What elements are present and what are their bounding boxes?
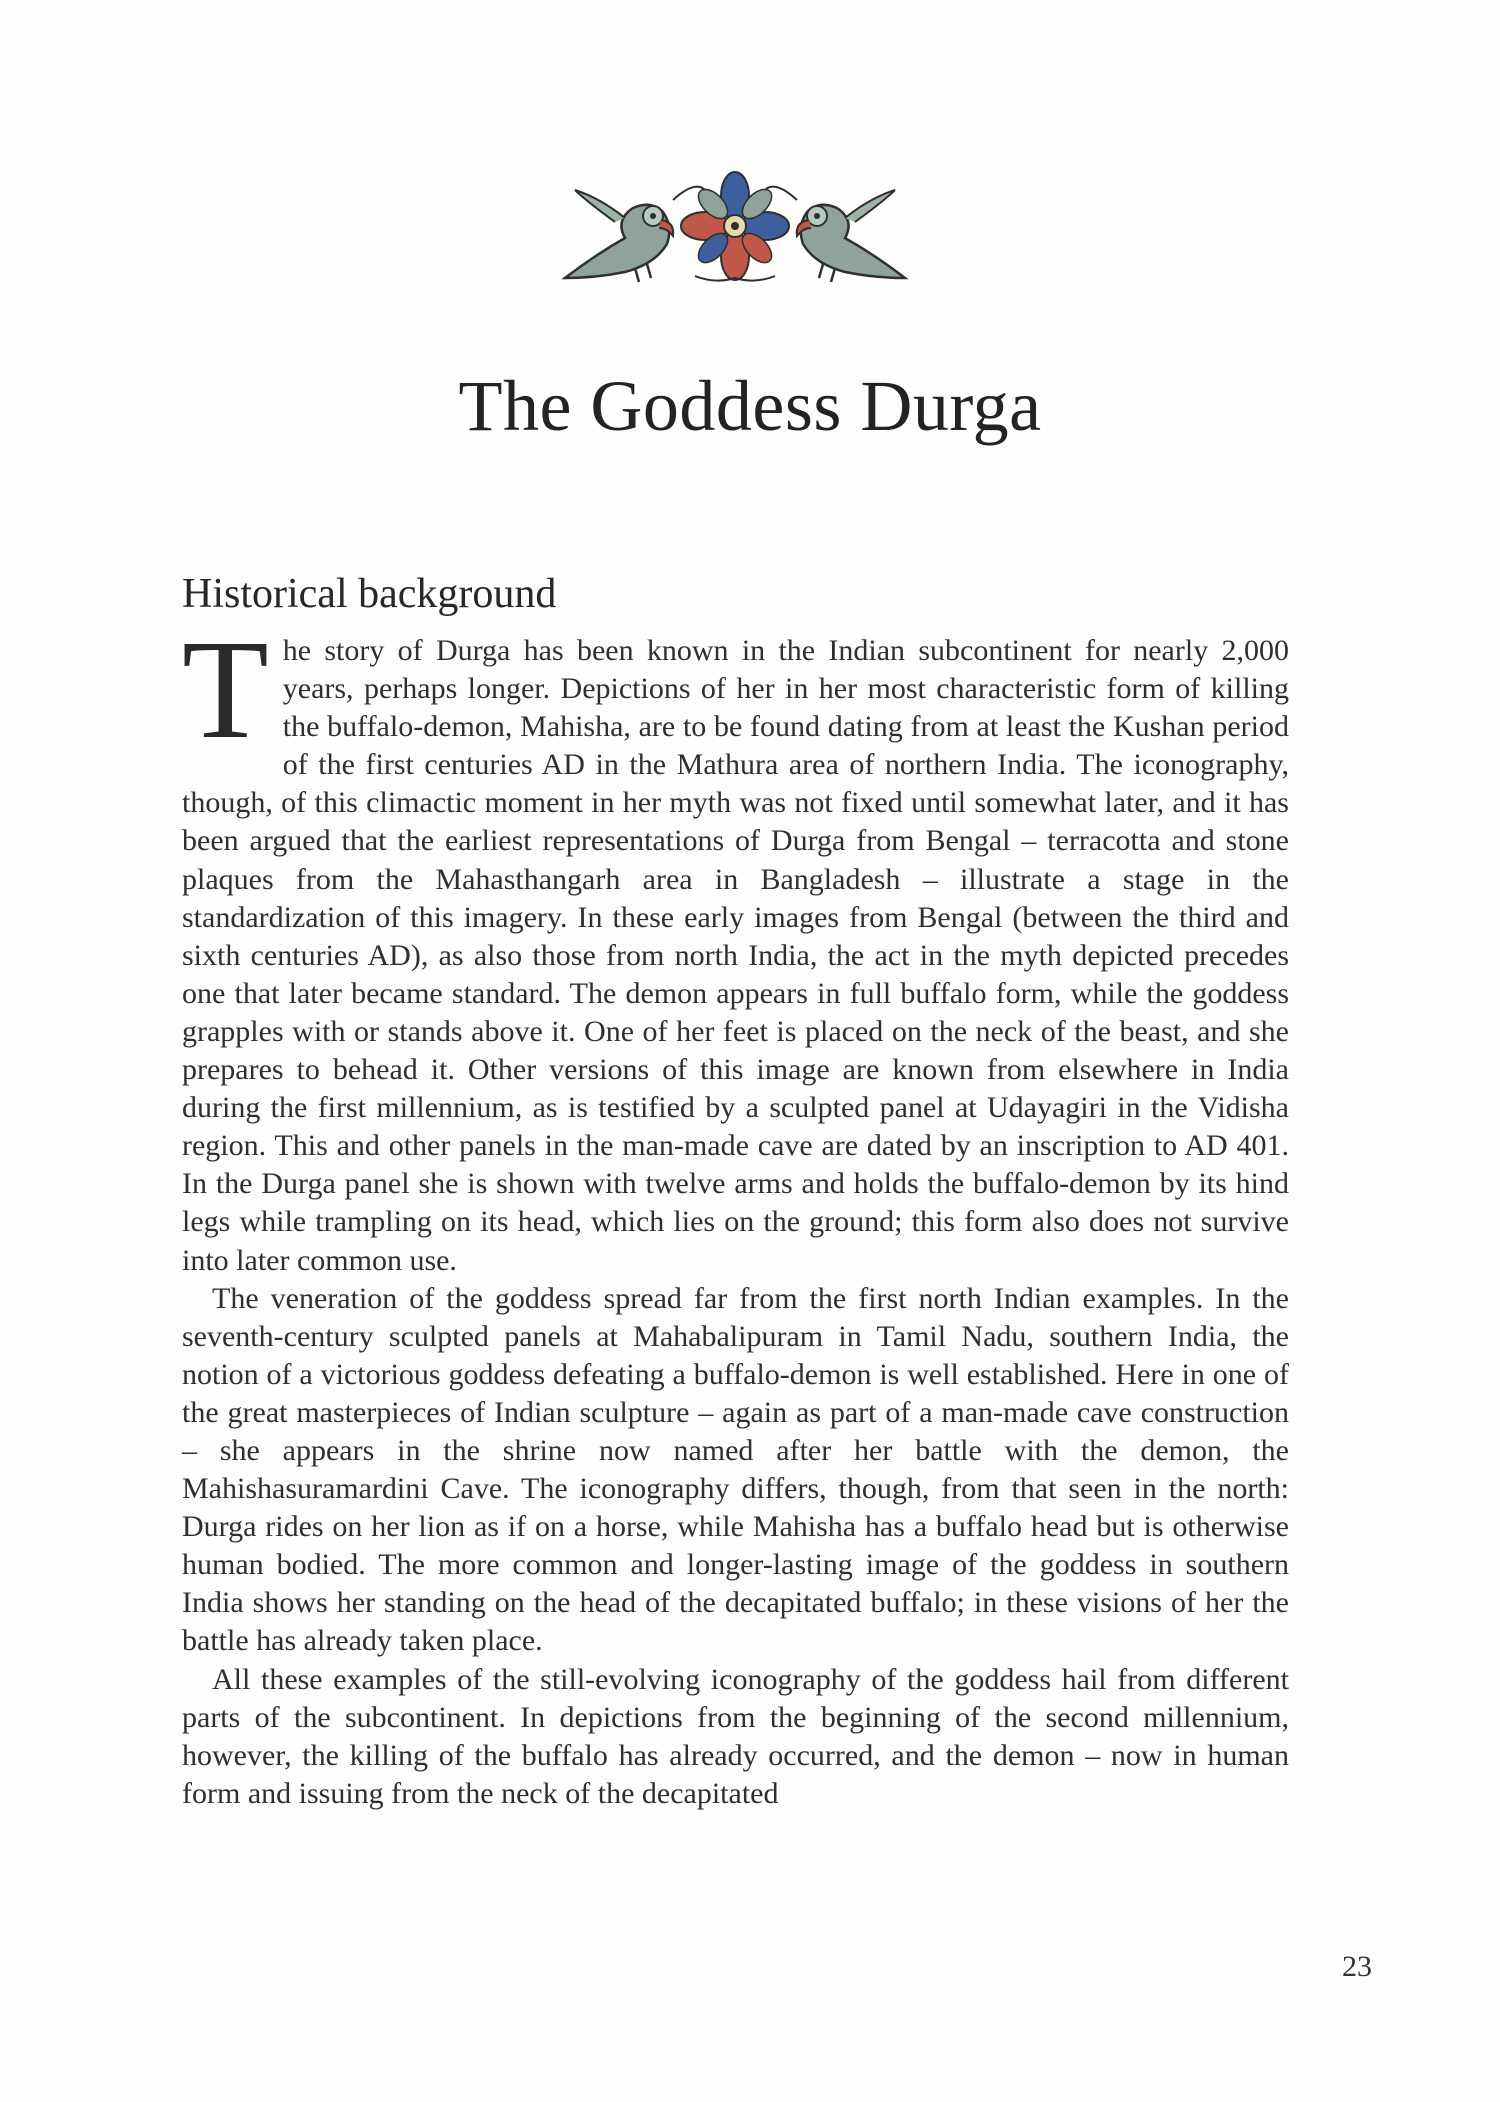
- page-number: 23: [1342, 1950, 1372, 1983]
- paragraph-1-text: he story of Durga has been known in the Indian subcontinent for nearly 2,000 years, perhaps longer. Depictions of her in her most characteristic form of killing the buffalo-demon, Mahisha, are to be found dating from at least the Kushan period of the first centuries AD in the Mathura area of northern India. The iconography, though, of this climactic moment in her myth was not fixed until somewhat later, and it has been argued that the earliest representations of Durga from Bengal – terracotta and stone plaques from the Mahasthangarh area in Bangladesh – illustrate a stage in the standardization of this imagery. In these early images from Bengal (between the third and sixth centuries AD), as also those from north India, the act in the myth depicted precedes one that later became standard. The demon appears in full buffalo form, while the goddess grapples with or stands above it. One of her feet is placed on the neck of the beast, and she prepares to behead it. Other versions of this image are known from elsewhere in India during the first millennium, as is testified by a sculpted panel at Udayagiri in the Vidisha region. This and other panels in the man-made cave are dated by an inscription to AD 401. In the Durga panel she is shown with twelve arms and holds the buffalo-demon by its hind legs while trampling on its head, which lies on the ground; this form also does not survive into later common use.: [182, 634, 1289, 1277]
- drop-cap: T: [182, 610, 269, 768]
- chapter-title: The Goddess Durga: [458, 366, 1042, 446]
- left-parrot-icon: [565, 190, 673, 282]
- central-flower-icon: [681, 172, 789, 280]
- paragraph-2: The veneration of the goddess spread far from the first north Indian examples. In the seventh-century sculpted panels at Mahabalipuram in Tamil Nadu, southern India, the notion of a victorious goddess defeating a buffalo-demon is well established. Here in one of the great masterpieces of Indian sculpture – again as part of a man-made cave construction – she appears in the shrine now named after her battle with the demon, the Mahishasuramardini Cave. The iconography differs, though, from that seen in the north: Durga rides on her lion as if on a horse, while Mahisha has a buffalo head but is otherwise human bodied. The more common and longer-lasting image of the goddess in southern India shows her standing on the head of the decapitated buffalo; in these visions of her the battle has already taken place.: [182, 1281, 1289, 1658]
- body-text: [182, 610, 1289, 1813]
- right-parrot-icon: [797, 190, 905, 282]
- section-heading: Historical background: [182, 571, 557, 617]
- parrots-and-flower-ornament-icon: [555, 160, 915, 290]
- paragraph-3: All these examples of the still-evolving iconography of the goddess hail from different parts of the subcontinent. In depictions from the beginning of the second millennium, however, the killing of the buffalo has already occurred, and the demon – now in human form and issuing from the neck of the decapitated: [182, 1662, 1289, 1810]
- paragraph-1: [182, 610, 1289, 1280]
